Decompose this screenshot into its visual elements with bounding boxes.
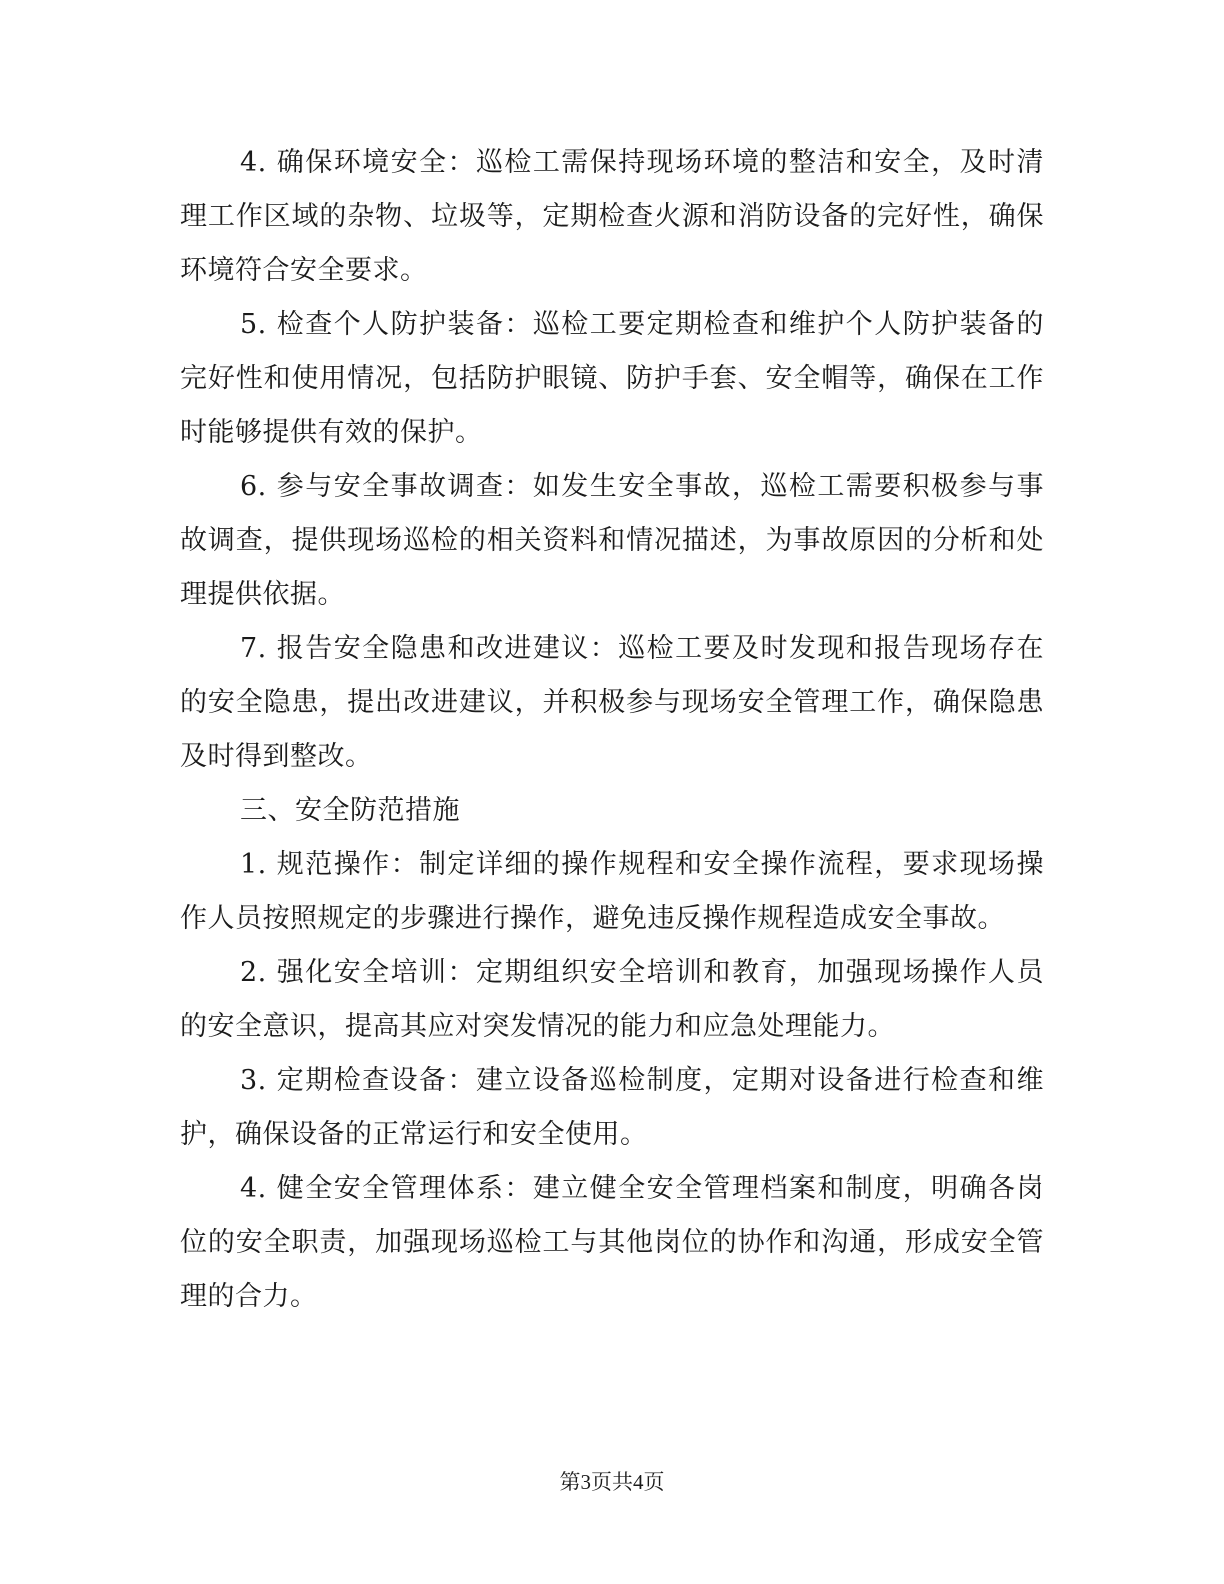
page-number-footer: 第3页共4页 [559, 1470, 665, 1494]
paragraph-measure-3-equipment-inspection: 3. 定期检查设备：建立设备巡检制度，定期对设备进行检查和维护，确保设备的正常运行和安全使用。 [180, 1065, 1044, 1150]
paragraph-item-6-accident-investigation: 6. 参与安全事故调查：如发生安全事故，巡检工需要积极参与事故调查，提供现场巡检的相关资料和情况描述，为事故原因的分析和处理提供依据。 [180, 471, 1044, 610]
paragraph-item-5-protective-equipment: 5. 检查个人防护装备：巡检工要定期检查和维护个人防护装备的完好性和使用情况，包括防护眼镜、防护手套、安全帽等，确保在工作时能够提供有效的保护。 [180, 309, 1044, 448]
paragraph-item-7-hazard-reporting: 7. 报告安全隐患和改进建议：巡检工要及时发现和报告现场存在的安全隐患，提出改进建议，并积极参与现场安全管理工作，确保隐患及时得到整改。 [180, 633, 1044, 772]
paragraph-measure-4-management-system: 4. 健全安全管理体系：建立健全安全管理档案和制度，明确各岗位的安全职责，加强现场巡检工与其他岗位的协作和沟通，形成安全管理的合力。 [180, 1173, 1044, 1312]
document-body [180, 136, 1044, 1324]
paragraph-measure-2-safety-training: 2. 强化安全培训：定期组织安全培训和教育，加强现场操作人员的安全意识，提高其应对突发情况的能力和应急处理能力。 [180, 957, 1044, 1042]
paragraph-measure-1-standard-operation: 1. 规范操作：制定详细的操作规程和安全操作流程，要求现场操作人员按照规定的步骤进行操作，避免违反操作规程造成安全事故。 [180, 849, 1044, 934]
paragraph-item-4-environment-safety: 4. 确保环境安全：巡检工需保持现场环境的整洁和安全，及时清理工作区域的杂物、垃圾等，定期检查火源和消防设备的完好性，确保环境符合安全要求。 [180, 147, 1044, 286]
section-heading-safety-measures: 三、安全防范措施 [240, 795, 460, 826]
